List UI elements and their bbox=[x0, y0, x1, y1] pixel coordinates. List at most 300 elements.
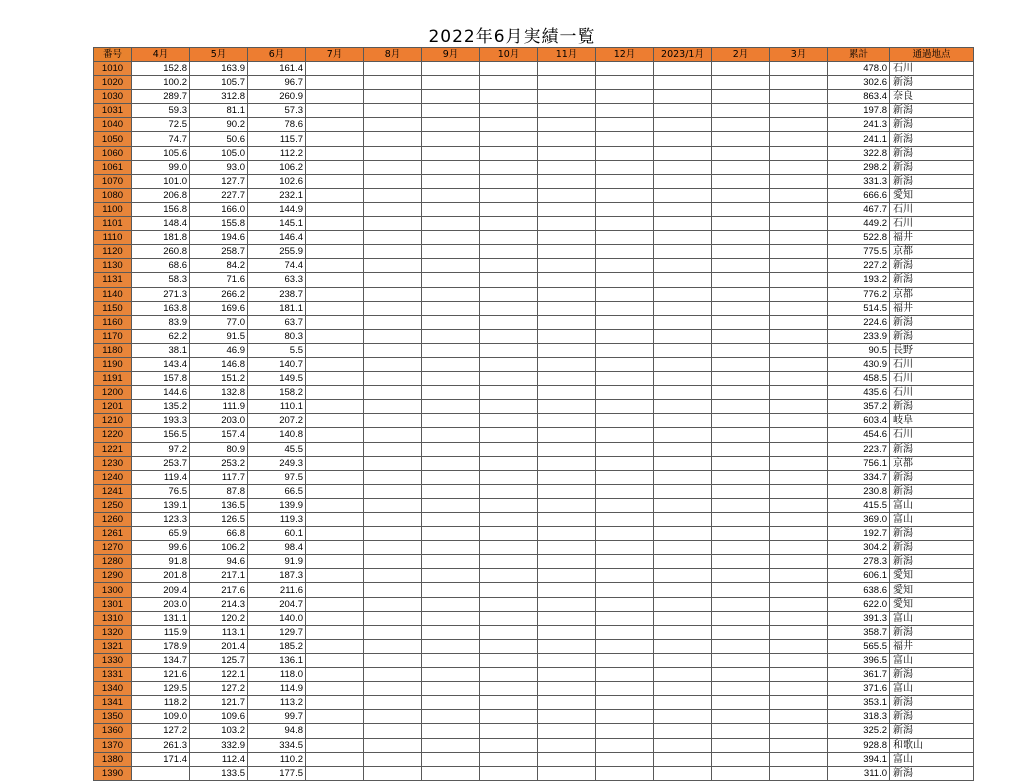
cell-m02[interactable] bbox=[712, 357, 770, 371]
cell-m08[interactable] bbox=[364, 132, 422, 146]
cell-m01[interactable] bbox=[654, 245, 712, 259]
cell-m11[interactable] bbox=[538, 273, 596, 287]
cell-id[interactable]: 1210 bbox=[94, 414, 132, 428]
cell-id[interactable]: 1170 bbox=[94, 329, 132, 343]
cell-m04[interactable]: 171.4 bbox=[132, 752, 190, 766]
cell-m05[interactable]: 105.0 bbox=[190, 146, 248, 160]
cell-m03[interactable] bbox=[770, 315, 828, 329]
cell-m04[interactable]: 135.2 bbox=[132, 400, 190, 414]
cell-place[interactable]: 石川 bbox=[890, 217, 974, 231]
cell-m05[interactable]: 253.2 bbox=[190, 456, 248, 470]
cell-m04[interactable]: 181.8 bbox=[132, 231, 190, 245]
cell-place[interactable]: 愛知 bbox=[890, 597, 974, 611]
cell-m02[interactable] bbox=[712, 414, 770, 428]
cell-place[interactable]: 愛知 bbox=[890, 569, 974, 583]
cell-id[interactable]: 1261 bbox=[94, 527, 132, 541]
cell-m11[interactable] bbox=[538, 682, 596, 696]
cell-m11[interactable] bbox=[538, 442, 596, 456]
cell-m04[interactable]: 206.8 bbox=[132, 188, 190, 202]
cell-m05[interactable]: 106.2 bbox=[190, 541, 248, 555]
cell-m08[interactable] bbox=[364, 724, 422, 738]
cell-m09[interactable] bbox=[422, 766, 480, 780]
cell-m10[interactable] bbox=[480, 76, 538, 90]
cell-m10[interactable] bbox=[480, 217, 538, 231]
cell-m12[interactable] bbox=[596, 639, 654, 653]
cell-m09[interactable] bbox=[422, 470, 480, 484]
cell-m07[interactable] bbox=[306, 710, 364, 724]
cell-m03[interactable] bbox=[770, 301, 828, 315]
cell-m05[interactable]: 126.5 bbox=[190, 513, 248, 527]
cell-m07[interactable] bbox=[306, 696, 364, 710]
cell-m03[interactable] bbox=[770, 217, 828, 231]
cell-m06[interactable]: 110.2 bbox=[248, 752, 306, 766]
cell-total[interactable]: 415.5 bbox=[828, 498, 890, 512]
cell-m04[interactable]: 139.1 bbox=[132, 498, 190, 512]
cell-id[interactable]: 1321 bbox=[94, 639, 132, 653]
cell-m04[interactable]: 260.8 bbox=[132, 245, 190, 259]
cell-m05[interactable]: 136.5 bbox=[190, 498, 248, 512]
cell-m01[interactable] bbox=[654, 724, 712, 738]
cell-m07[interactable] bbox=[306, 456, 364, 470]
cell-m04[interactable]: 38.1 bbox=[132, 343, 190, 357]
cell-m12[interactable] bbox=[596, 541, 654, 555]
cell-m02[interactable] bbox=[712, 583, 770, 597]
cell-m09[interactable] bbox=[422, 653, 480, 667]
cell-m02[interactable] bbox=[712, 597, 770, 611]
cell-m12[interactable] bbox=[596, 259, 654, 273]
cell-m02[interactable] bbox=[712, 273, 770, 287]
cell-m05[interactable]: 112.4 bbox=[190, 752, 248, 766]
cell-m07[interactable] bbox=[306, 90, 364, 104]
cell-m12[interactable] bbox=[596, 90, 654, 104]
cell-id[interactable]: 1180 bbox=[94, 343, 132, 357]
cell-total[interactable]: 241.1 bbox=[828, 132, 890, 146]
cell-total[interactable]: 435.6 bbox=[828, 386, 890, 400]
cell-m09[interactable] bbox=[422, 372, 480, 386]
cell-id[interactable]: 1360 bbox=[94, 724, 132, 738]
cell-m02[interactable] bbox=[712, 62, 770, 76]
cell-m09[interactable] bbox=[422, 357, 480, 371]
cell-m07[interactable] bbox=[306, 174, 364, 188]
cell-m03[interactable] bbox=[770, 724, 828, 738]
cell-m05[interactable]: 81.1 bbox=[190, 104, 248, 118]
cell-m04[interactable]: 178.9 bbox=[132, 639, 190, 653]
cell-m04[interactable]: 271.3 bbox=[132, 287, 190, 301]
cell-total[interactable]: 928.8 bbox=[828, 738, 890, 752]
cell-m02[interactable] bbox=[712, 724, 770, 738]
cell-place[interactable]: 富山 bbox=[890, 682, 974, 696]
cell-m03[interactable] bbox=[770, 174, 828, 188]
cell-m11[interactable] bbox=[538, 668, 596, 682]
cell-m12[interactable] bbox=[596, 456, 654, 470]
cell-m11[interactable] bbox=[538, 513, 596, 527]
cell-total[interactable]: 241.3 bbox=[828, 118, 890, 132]
cell-m06[interactable]: 113.2 bbox=[248, 696, 306, 710]
cell-m06[interactable]: 91.9 bbox=[248, 555, 306, 569]
cell-m05[interactable]: 84.2 bbox=[190, 259, 248, 273]
cell-m08[interactable] bbox=[364, 231, 422, 245]
cell-m04[interactable]: 68.6 bbox=[132, 259, 190, 273]
cell-m08[interactable] bbox=[364, 555, 422, 569]
cell-m02[interactable] bbox=[712, 315, 770, 329]
cell-m09[interactable] bbox=[422, 569, 480, 583]
cell-id[interactable]: 1140 bbox=[94, 287, 132, 301]
cell-m01[interactable] bbox=[654, 414, 712, 428]
cell-m01[interactable] bbox=[654, 118, 712, 132]
cell-m06[interactable]: 211.6 bbox=[248, 583, 306, 597]
cell-m09[interactable] bbox=[422, 583, 480, 597]
cell-total[interactable]: 449.2 bbox=[828, 217, 890, 231]
cell-id[interactable]: 1300 bbox=[94, 583, 132, 597]
cell-m07[interactable] bbox=[306, 555, 364, 569]
cell-place[interactable]: 新潟 bbox=[890, 625, 974, 639]
cell-m07[interactable] bbox=[306, 372, 364, 386]
cell-m12[interactable] bbox=[596, 555, 654, 569]
cell-total[interactable]: 666.6 bbox=[828, 188, 890, 202]
cell-m06[interactable]: 63.7 bbox=[248, 315, 306, 329]
cell-m01[interactable] bbox=[654, 160, 712, 174]
cell-m05[interactable]: 258.7 bbox=[190, 245, 248, 259]
cell-m11[interactable] bbox=[538, 541, 596, 555]
cell-total[interactable]: 358.7 bbox=[828, 625, 890, 639]
cell-m02[interactable] bbox=[712, 569, 770, 583]
cell-m08[interactable] bbox=[364, 569, 422, 583]
cell-id[interactable]: 1250 bbox=[94, 498, 132, 512]
cell-m03[interactable] bbox=[770, 132, 828, 146]
cell-m12[interactable] bbox=[596, 752, 654, 766]
cell-m06[interactable]: 158.2 bbox=[248, 386, 306, 400]
cell-m08[interactable] bbox=[364, 527, 422, 541]
cell-m09[interactable] bbox=[422, 527, 480, 541]
cell-m09[interactable] bbox=[422, 541, 480, 555]
cell-m12[interactable] bbox=[596, 696, 654, 710]
cell-m11[interactable] bbox=[538, 76, 596, 90]
cell-m04[interactable]: 99.6 bbox=[132, 541, 190, 555]
cell-m03[interactable] bbox=[770, 428, 828, 442]
cell-place[interactable]: 富山 bbox=[890, 513, 974, 527]
column-header-m09[interactable]: 9月 bbox=[422, 48, 480, 62]
cell-m07[interactable] bbox=[306, 738, 364, 752]
cell-id[interactable]: 1341 bbox=[94, 696, 132, 710]
cell-m05[interactable]: 111.9 bbox=[190, 400, 248, 414]
cell-m12[interactable] bbox=[596, 386, 654, 400]
cell-m12[interactable] bbox=[596, 132, 654, 146]
cell-place[interactable]: 新潟 bbox=[890, 724, 974, 738]
cell-m06[interactable]: 74.4 bbox=[248, 259, 306, 273]
cell-place[interactable]: 新潟 bbox=[890, 470, 974, 484]
cell-place[interactable]: 京都 bbox=[890, 245, 974, 259]
cell-m07[interactable] bbox=[306, 442, 364, 456]
cell-m06[interactable]: 60.1 bbox=[248, 527, 306, 541]
cell-m04[interactable]: 59.3 bbox=[132, 104, 190, 118]
cell-m08[interactable] bbox=[364, 62, 422, 76]
cell-m08[interactable] bbox=[364, 583, 422, 597]
cell-m04[interactable]: 129.5 bbox=[132, 682, 190, 696]
cell-m11[interactable] bbox=[538, 245, 596, 259]
cell-m02[interactable] bbox=[712, 653, 770, 667]
cell-m12[interactable] bbox=[596, 118, 654, 132]
cell-m11[interactable] bbox=[538, 653, 596, 667]
cell-place[interactable]: 新潟 bbox=[890, 442, 974, 456]
cell-m03[interactable] bbox=[770, 569, 828, 583]
cell-m01[interactable] bbox=[654, 386, 712, 400]
cell-id[interactable]: 1150 bbox=[94, 301, 132, 315]
cell-m01[interactable] bbox=[654, 217, 712, 231]
cell-place[interactable]: 和歌山 bbox=[890, 738, 974, 752]
cell-place[interactable]: 新潟 bbox=[890, 259, 974, 273]
cell-m03[interactable] bbox=[770, 710, 828, 724]
cell-total[interactable]: 467.7 bbox=[828, 202, 890, 216]
cell-m08[interactable] bbox=[364, 611, 422, 625]
cell-m04[interactable]: 91.8 bbox=[132, 555, 190, 569]
cell-m07[interactable] bbox=[306, 569, 364, 583]
cell-total[interactable]: 318.3 bbox=[828, 710, 890, 724]
cell-m11[interactable] bbox=[538, 752, 596, 766]
column-header-m05[interactable]: 5月 bbox=[190, 48, 248, 62]
cell-m12[interactable] bbox=[596, 625, 654, 639]
cell-m02[interactable] bbox=[712, 639, 770, 653]
cell-m08[interactable] bbox=[364, 541, 422, 555]
cell-m12[interactable] bbox=[596, 428, 654, 442]
cell-m10[interactable] bbox=[480, 442, 538, 456]
cell-m08[interactable] bbox=[364, 287, 422, 301]
cell-m11[interactable] bbox=[538, 724, 596, 738]
cell-m02[interactable] bbox=[712, 202, 770, 216]
cell-m10[interactable] bbox=[480, 569, 538, 583]
cell-m12[interactable] bbox=[596, 738, 654, 752]
cell-m05[interactable]: 122.1 bbox=[190, 668, 248, 682]
cell-total[interactable]: 298.2 bbox=[828, 160, 890, 174]
cell-m05[interactable]: 133.5 bbox=[190, 766, 248, 780]
cell-m07[interactable] bbox=[306, 597, 364, 611]
cell-m12[interactable] bbox=[596, 498, 654, 512]
cell-id[interactable]: 1031 bbox=[94, 104, 132, 118]
cell-m05[interactable]: 80.9 bbox=[190, 442, 248, 456]
cell-m09[interactable] bbox=[422, 513, 480, 527]
cell-m10[interactable] bbox=[480, 583, 538, 597]
cell-m03[interactable] bbox=[770, 90, 828, 104]
cell-m03[interactable] bbox=[770, 470, 828, 484]
cell-m10[interactable] bbox=[480, 428, 538, 442]
cell-m07[interactable] bbox=[306, 498, 364, 512]
cell-m01[interactable] bbox=[654, 752, 712, 766]
cell-m07[interactable] bbox=[306, 357, 364, 371]
cell-m10[interactable] bbox=[480, 484, 538, 498]
cell-m04[interactable]: 74.7 bbox=[132, 132, 190, 146]
cell-m08[interactable] bbox=[364, 202, 422, 216]
cell-total[interactable]: 371.6 bbox=[828, 682, 890, 696]
cell-place[interactable]: 石川 bbox=[890, 386, 974, 400]
cell-m06[interactable]: 144.9 bbox=[248, 202, 306, 216]
cell-total[interactable]: 331.3 bbox=[828, 174, 890, 188]
cell-m06[interactable]: 238.7 bbox=[248, 287, 306, 301]
cell-m04[interactable]: 101.0 bbox=[132, 174, 190, 188]
cell-m08[interactable] bbox=[364, 357, 422, 371]
cell-m02[interactable] bbox=[712, 245, 770, 259]
cell-m11[interactable] bbox=[538, 90, 596, 104]
cell-m09[interactable] bbox=[422, 498, 480, 512]
cell-m06[interactable]: 140.0 bbox=[248, 611, 306, 625]
cell-m03[interactable] bbox=[770, 372, 828, 386]
cell-m01[interactable] bbox=[654, 188, 712, 202]
cell-id[interactable]: 1040 bbox=[94, 118, 132, 132]
cell-m06[interactable]: 232.1 bbox=[248, 188, 306, 202]
cell-m09[interactable] bbox=[422, 231, 480, 245]
cell-m03[interactable] bbox=[770, 625, 828, 639]
cell-m08[interactable] bbox=[364, 118, 422, 132]
cell-m09[interactable] bbox=[422, 414, 480, 428]
cell-m10[interactable] bbox=[480, 343, 538, 357]
cell-m09[interactable] bbox=[422, 343, 480, 357]
cell-m05[interactable]: 227.7 bbox=[190, 188, 248, 202]
cell-m05[interactable]: 127.7 bbox=[190, 174, 248, 188]
cell-total[interactable]: 304.2 bbox=[828, 541, 890, 555]
cell-m05[interactable]: 125.7 bbox=[190, 653, 248, 667]
cell-m03[interactable] bbox=[770, 442, 828, 456]
cell-m06[interactable]: 118.0 bbox=[248, 668, 306, 682]
cell-m12[interactable] bbox=[596, 160, 654, 174]
cell-m07[interactable] bbox=[306, 301, 364, 315]
cell-m06[interactable]: 99.7 bbox=[248, 710, 306, 724]
cell-m08[interactable] bbox=[364, 76, 422, 90]
cell-id[interactable]: 1030 bbox=[94, 90, 132, 104]
cell-m12[interactable] bbox=[596, 301, 654, 315]
cell-m02[interactable] bbox=[712, 104, 770, 118]
cell-m03[interactable] bbox=[770, 273, 828, 287]
cell-total[interactable]: 197.8 bbox=[828, 104, 890, 118]
cell-m01[interactable] bbox=[654, 343, 712, 357]
cell-m08[interactable] bbox=[364, 400, 422, 414]
cell-total[interactable]: 311.0 bbox=[828, 766, 890, 780]
cell-m02[interactable] bbox=[712, 301, 770, 315]
cell-m08[interactable] bbox=[364, 414, 422, 428]
cell-m04[interactable]: 105.6 bbox=[132, 146, 190, 160]
cell-m08[interactable] bbox=[364, 273, 422, 287]
cell-m02[interactable] bbox=[712, 625, 770, 639]
cell-place[interactable]: 岐阜 bbox=[890, 414, 974, 428]
cell-m09[interactable] bbox=[422, 597, 480, 611]
cell-m12[interactable] bbox=[596, 202, 654, 216]
cell-m02[interactable] bbox=[712, 527, 770, 541]
cell-m03[interactable] bbox=[770, 245, 828, 259]
cell-m01[interactable] bbox=[654, 710, 712, 724]
cell-m06[interactable]: 140.7 bbox=[248, 357, 306, 371]
cell-m12[interactable] bbox=[596, 217, 654, 231]
cell-m01[interactable] bbox=[654, 132, 712, 146]
cell-m06[interactable]: 139.9 bbox=[248, 498, 306, 512]
cell-m06[interactable]: 57.3 bbox=[248, 104, 306, 118]
cell-id[interactable]: 1390 bbox=[94, 766, 132, 780]
cell-m08[interactable] bbox=[364, 456, 422, 470]
cell-m10[interactable] bbox=[480, 287, 538, 301]
cell-total[interactable]: 478.0 bbox=[828, 62, 890, 76]
cell-m03[interactable] bbox=[770, 329, 828, 343]
cell-m04[interactable]: 152.8 bbox=[132, 62, 190, 76]
cell-m01[interactable] bbox=[654, 498, 712, 512]
cell-m12[interactable] bbox=[596, 442, 654, 456]
cell-place[interactable]: 福井 bbox=[890, 231, 974, 245]
cell-m03[interactable] bbox=[770, 104, 828, 118]
cell-m11[interactable] bbox=[538, 357, 596, 371]
cell-m01[interactable] bbox=[654, 428, 712, 442]
cell-m09[interactable] bbox=[422, 273, 480, 287]
cell-m09[interactable] bbox=[422, 315, 480, 329]
cell-m06[interactable]: 119.3 bbox=[248, 513, 306, 527]
column-header-m10[interactable]: 10月 bbox=[480, 48, 538, 62]
cell-m03[interactable] bbox=[770, 76, 828, 90]
cell-m08[interactable] bbox=[364, 217, 422, 231]
cell-m03[interactable] bbox=[770, 696, 828, 710]
cell-m06[interactable]: 334.5 bbox=[248, 738, 306, 752]
cell-m11[interactable] bbox=[538, 202, 596, 216]
cell-m04[interactable]: 121.6 bbox=[132, 668, 190, 682]
cell-m09[interactable] bbox=[422, 245, 480, 259]
cell-m01[interactable] bbox=[654, 287, 712, 301]
cell-m03[interactable] bbox=[770, 231, 828, 245]
cell-m10[interactable] bbox=[480, 555, 538, 569]
cell-m03[interactable] bbox=[770, 287, 828, 301]
cell-m04[interactable]: 201.8 bbox=[132, 569, 190, 583]
cell-id[interactable]: 1070 bbox=[94, 174, 132, 188]
cell-m04[interactable]: 118.2 bbox=[132, 696, 190, 710]
cell-m09[interactable] bbox=[422, 484, 480, 498]
cell-id[interactable]: 1160 bbox=[94, 315, 132, 329]
cell-m07[interactable] bbox=[306, 217, 364, 231]
cell-m02[interactable] bbox=[712, 668, 770, 682]
cell-m08[interactable] bbox=[364, 752, 422, 766]
cell-m02[interactable] bbox=[712, 259, 770, 273]
cell-m02[interactable] bbox=[712, 766, 770, 780]
cell-m01[interactable] bbox=[654, 273, 712, 287]
cell-m09[interactable] bbox=[422, 132, 480, 146]
cell-total[interactable]: 565.5 bbox=[828, 639, 890, 653]
cell-m04[interactable]: 65.9 bbox=[132, 527, 190, 541]
cell-m11[interactable] bbox=[538, 386, 596, 400]
cell-place[interactable]: 新潟 bbox=[890, 329, 974, 343]
cell-m01[interactable] bbox=[654, 653, 712, 667]
cell-m04[interactable]: 62.2 bbox=[132, 329, 190, 343]
cell-place[interactable]: 新潟 bbox=[890, 541, 974, 555]
cell-id[interactable]: 1120 bbox=[94, 245, 132, 259]
cell-m01[interactable] bbox=[654, 146, 712, 160]
cell-m06[interactable]: 66.5 bbox=[248, 484, 306, 498]
cell-place[interactable]: 愛知 bbox=[890, 583, 974, 597]
cell-id[interactable]: 1320 bbox=[94, 625, 132, 639]
cell-m06[interactable]: 106.2 bbox=[248, 160, 306, 174]
cell-m03[interactable] bbox=[770, 611, 828, 625]
cell-m01[interactable] bbox=[654, 513, 712, 527]
cell-m04[interactable]: 144.6 bbox=[132, 386, 190, 400]
cell-id[interactable]: 1330 bbox=[94, 653, 132, 667]
cell-m10[interactable] bbox=[480, 62, 538, 76]
cell-m07[interactable] bbox=[306, 245, 364, 259]
cell-m10[interactable] bbox=[480, 259, 538, 273]
cell-m11[interactable] bbox=[538, 414, 596, 428]
cell-total[interactable]: 863.4 bbox=[828, 90, 890, 104]
cell-m07[interactable] bbox=[306, 132, 364, 146]
cell-m07[interactable] bbox=[306, 287, 364, 301]
cell-m11[interactable] bbox=[538, 259, 596, 273]
cell-m10[interactable] bbox=[480, 301, 538, 315]
cell-m08[interactable] bbox=[364, 668, 422, 682]
cell-m08[interactable] bbox=[364, 372, 422, 386]
cell-m08[interactable] bbox=[364, 301, 422, 315]
cell-place[interactable]: 新潟 bbox=[890, 668, 974, 682]
cell-total[interactable]: 394.1 bbox=[828, 752, 890, 766]
cell-m12[interactable] bbox=[596, 611, 654, 625]
cell-m11[interactable] bbox=[538, 639, 596, 653]
cell-m06[interactable]: 255.9 bbox=[248, 245, 306, 259]
